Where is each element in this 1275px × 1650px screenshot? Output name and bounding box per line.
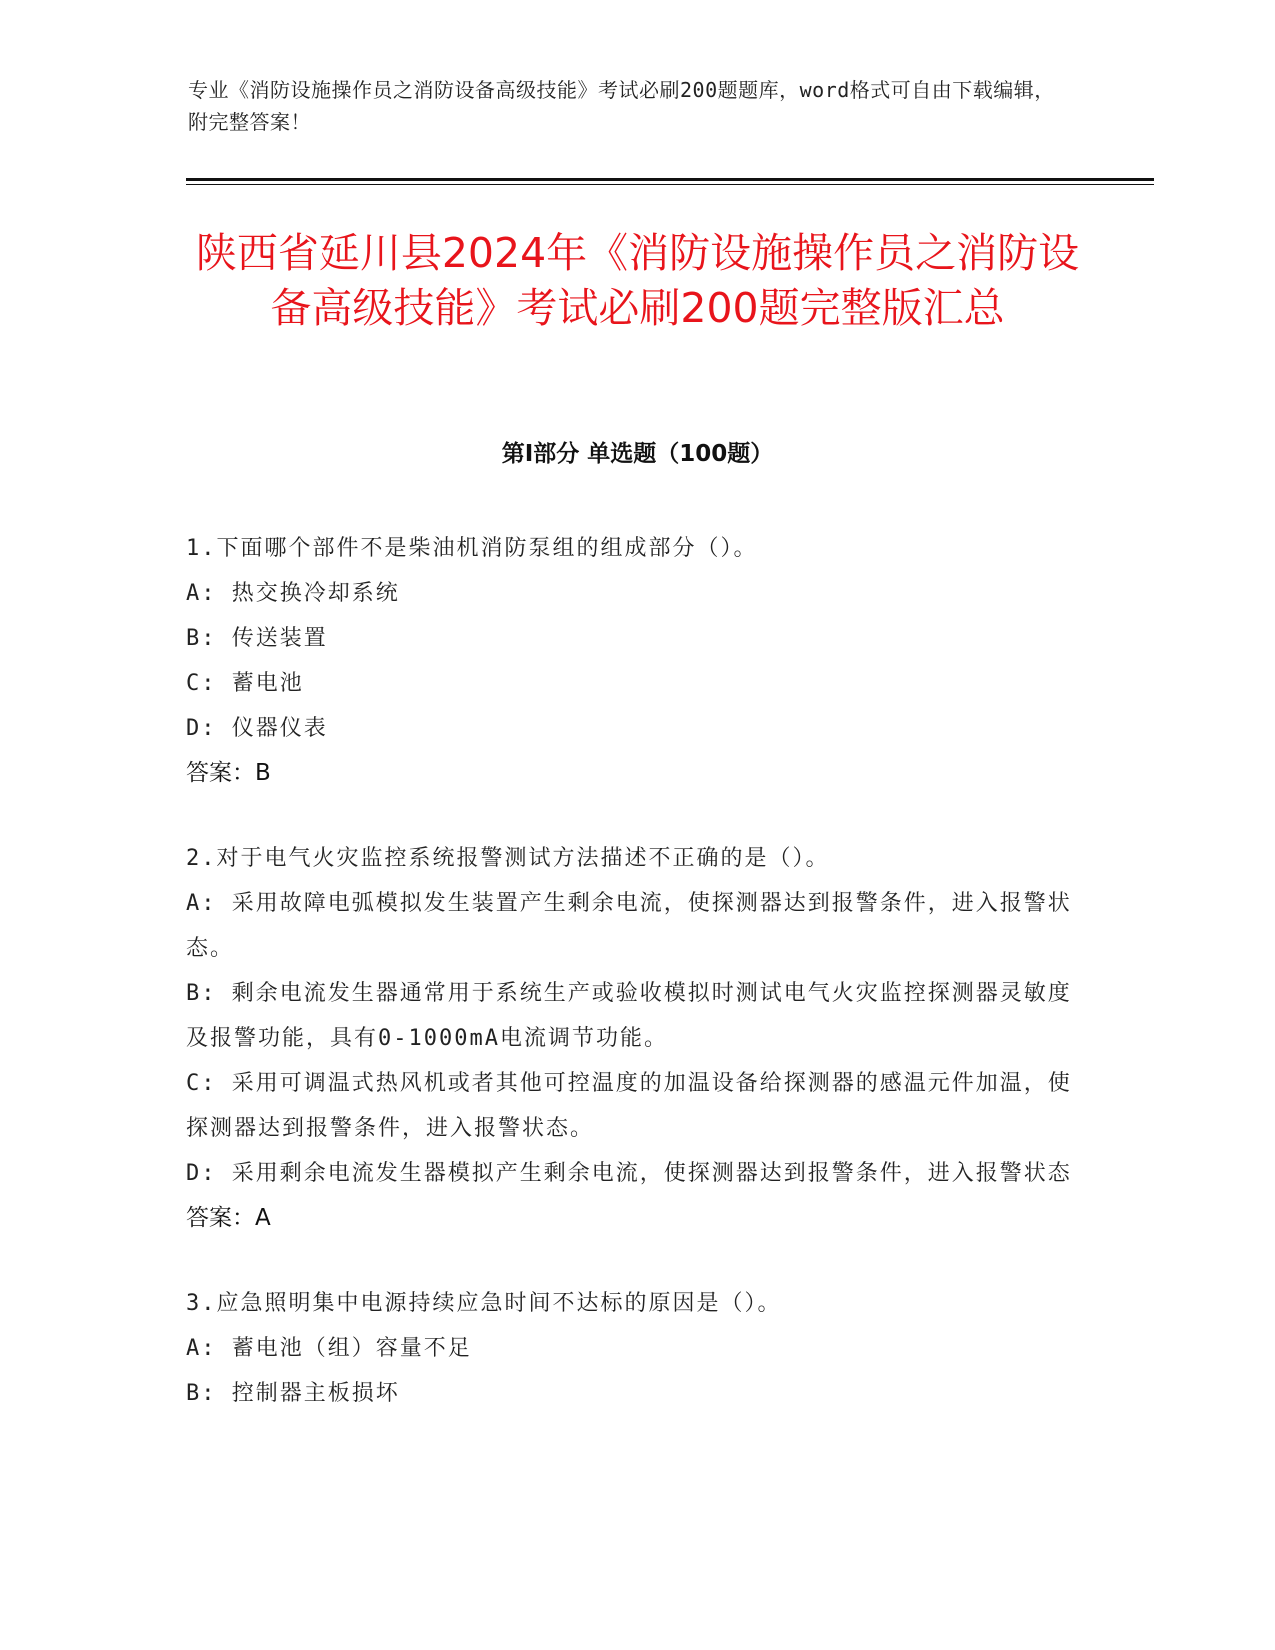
- question-stem: 2.对于电气火灾监控系统报警测试方法描述不正确的是（）。: [186, 846, 830, 871]
- question-2: [186, 836, 1076, 1241]
- option-a: A: 蓄电池（组）容量不足: [186, 1336, 472, 1361]
- option-b: B: 传送装置: [186, 626, 328, 651]
- answer: 答案：B: [186, 760, 271, 786]
- option-d: D: 仪器仪表: [186, 716, 328, 741]
- option-a: A: 采用故障电弧模拟发生装置产生剩余电流，使探测器达到报警条件，进入报警状态。: [186, 891, 1072, 961]
- option-c: C: 蓄电池: [186, 671, 304, 696]
- answer: 答案：A: [186, 1205, 271, 1231]
- question-stem: 3.应急照明集中电源持续应急时间不达标的原因是（）。: [186, 1291, 782, 1316]
- option-b: B: 剩余电流发生器通常用于系统生产或验收模拟时测试电气火灾监控探测器灵敏度及报警功能，具有0-1000mA电流调节功能。: [186, 981, 1072, 1051]
- option-b: B: 控制器主板损坏: [186, 1381, 400, 1406]
- option-a: A: 热交换冷却系统: [186, 581, 400, 606]
- question-stem: 1.下面哪个部件不是柴油机消防泵组的组成部分（）。: [186, 536, 758, 561]
- question-3: [186, 1281, 1076, 1416]
- document-title: 陕西省延川县2024年《消防设施操作员之消防设备高级技能》考试必刷200题完整版汇总: [195, 229, 1080, 332]
- header-rule-thin: [186, 184, 1154, 185]
- option-d: D: 采用剩余电流发生器模拟产生剩余电流，使探测器达到报警条件，进入报警状态: [186, 1161, 1072, 1186]
- header-rule-thick: [186, 178, 1154, 181]
- option-c: C: 采用可调温式热风机或者其他可控温度的加温设备给探测器的感温元件加温，使探测器达到报警条件，进入报警状态。: [186, 1071, 1072, 1141]
- section-heading: 第I部分 单选题（100题）: [501, 441, 774, 467]
- question-list: [186, 526, 1076, 1456]
- question-1: [186, 526, 1076, 796]
- header-note: 专业《消防设施操作员之消防设备高级技能》考试必刷200题题库，word格式可自由下载编辑，附完整答案！: [188, 78, 1055, 134]
